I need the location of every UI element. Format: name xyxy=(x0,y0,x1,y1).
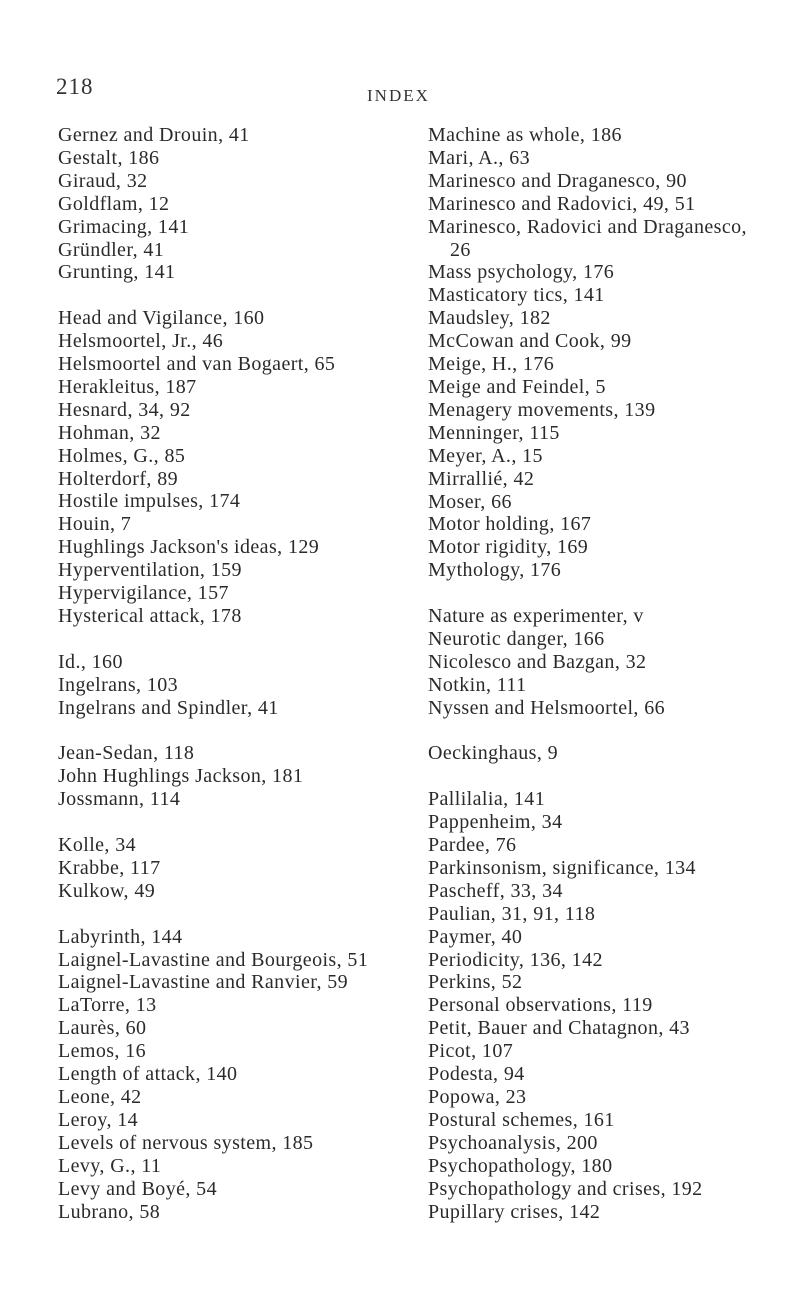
index-entry: Motor holding, 167 xyxy=(428,513,592,536)
index-entry: Meyer, A., 15 xyxy=(428,444,543,467)
index-entry: Hostile impulses, 174 xyxy=(58,490,241,513)
index-entry: Menninger, 115 xyxy=(428,421,560,444)
index-entry: Postural schemes, 161 xyxy=(428,1108,615,1131)
index-entry: Parkinsonism, significance, 134 xyxy=(428,856,696,879)
index-entry: Ingelrans and Spindler, 41 xyxy=(58,696,279,719)
index-entry: Jean-Sedan, 118 xyxy=(58,742,195,765)
index-entry: Paymer, 40 xyxy=(428,925,523,948)
index-entry: Petit, Bauer and Chatagnon, 43 xyxy=(428,1017,690,1040)
index-entry: Levy and Boyé, 54 xyxy=(58,1177,217,1200)
index-entry: Psychopathology and crises, 192 xyxy=(428,1177,703,1200)
index-entry: Grimacing, 141 xyxy=(58,215,190,238)
index-entry: Hohman, 32 xyxy=(58,421,161,444)
index-entry: Menagery movements, 139 xyxy=(428,398,656,421)
letter-group-gap xyxy=(58,284,403,307)
running-head: INDEX xyxy=(367,86,430,105)
index-entry: Kolle, 34 xyxy=(58,834,137,857)
index-entry: Machine as whole, 186 xyxy=(428,124,622,146)
index-entry: Nyssen and Helsmoortel, 66 xyxy=(428,696,666,719)
index-entry: Ingelrans, 103 xyxy=(58,673,179,696)
index-entry: Hyperventilation, 159 xyxy=(58,559,242,582)
letter-group-gap xyxy=(58,903,403,926)
index-entry: Pappenheim, 34 xyxy=(428,811,563,834)
index-entry: Nature as experimenter, v xyxy=(428,605,644,628)
index-entry: Popowa, 23 xyxy=(428,1086,527,1109)
index-entry: Marinesco and Radovici, 49, 51 xyxy=(428,192,696,215)
index-entry: Picot, 107 xyxy=(428,1040,514,1063)
index-entry: Helsmoortel, Jr., 46 xyxy=(58,330,224,353)
index-entry: Neurotic danger, 166 xyxy=(428,627,605,650)
index-entry: Mass psychology, 176 xyxy=(428,261,615,284)
page-number: 218 xyxy=(56,74,94,99)
index-entry: Nicolesco and Bazgan, 32 xyxy=(428,650,647,673)
index-entry: McCowan and Cook, 99 xyxy=(428,330,632,353)
index-entry: Meige, H., 176 xyxy=(428,353,555,376)
index-entry: Holterdorf, 89 xyxy=(58,467,179,490)
index-entry: Id., 160 xyxy=(58,650,123,673)
index-entry: Lemos, 16 xyxy=(58,1040,147,1063)
index-entry: Hughlings Jackson's ideas, 129 xyxy=(58,536,320,559)
index-entry: Pupillary crises, 142 xyxy=(428,1200,601,1223)
index-entry: Marinesco and Draganesco, 90 xyxy=(428,169,687,192)
index-entry: Oeckinghaus, 9 xyxy=(428,742,559,765)
index-entry: Krabbe, 117 xyxy=(58,856,161,879)
index-entry: Psychoanalysis, 200 xyxy=(428,1131,598,1154)
index-entry: John Hughlings Jackson, 181 xyxy=(58,765,304,788)
index-entry: Leone, 42 xyxy=(58,1085,142,1108)
index-entry: Pallilalia, 141 xyxy=(428,788,546,811)
index-entry: Holmes, G., 85 xyxy=(58,444,186,467)
index-entry: Mythology, 176 xyxy=(428,559,562,582)
index-entry: Personal observations, 119 xyxy=(428,994,653,1017)
index-entry: Psychopathology, 180 xyxy=(428,1154,613,1177)
index-entry: Hesnard, 34, 92 xyxy=(58,398,191,421)
index-entry: Kulkow, 49 xyxy=(58,879,156,902)
index-entry: Gernez and Drouin, 41 xyxy=(58,124,250,146)
index-entry: Lubrano, 58 xyxy=(58,1200,161,1223)
index-entry: Grunting, 141 xyxy=(58,261,176,284)
letter-group-gap xyxy=(428,720,773,743)
index-entry: LaTorre, 13 xyxy=(58,994,157,1017)
index-entry: Levy, G., 11 xyxy=(58,1154,162,1177)
index-entry: Masticatory tics, 141 xyxy=(428,284,605,307)
letter-group-gap xyxy=(428,582,773,605)
index-entry: Motor rigidity, 169 xyxy=(428,536,589,559)
index-entry: Length of attack, 140 xyxy=(58,1063,238,1086)
index-entry: Leroy, 14 xyxy=(58,1108,139,1131)
index-column-right xyxy=(428,124,773,1223)
index-entry: Pardee, 76 xyxy=(428,834,517,857)
index-entry: Gestalt, 186 xyxy=(58,146,160,169)
index-entry: Herakleitus, 187 xyxy=(58,375,197,398)
index-entry: Labyrinth, 144 xyxy=(58,925,183,948)
index-entry: Jossmann, 114 xyxy=(58,788,181,811)
letter-group-gap xyxy=(428,765,773,788)
index-entry: Moser, 66 xyxy=(428,490,512,513)
index-entry: Giraud, 32 xyxy=(58,169,148,192)
index-entry: Levels of nervous system, 185 xyxy=(58,1131,314,1154)
index-entry: Laignel-Lavastine and Bourgeois, 51 xyxy=(58,948,369,971)
index-entry: Paulian, 31, 91, 118 xyxy=(428,902,596,925)
index-entry: 26 xyxy=(450,238,471,261)
index-entry: Laignel-Lavastine and Ranvier, 59 xyxy=(58,971,349,994)
index-entry: Pascheff, 33, 34 xyxy=(428,879,563,902)
index-entry: Notkin, 111 xyxy=(428,673,527,696)
letter-group-gap xyxy=(58,720,403,743)
index-entry: Helsmoortel and van Bogaert, 65 xyxy=(58,353,336,376)
index-entry: Houin, 7 xyxy=(58,513,132,536)
index-column-left xyxy=(58,124,403,1223)
index-entry: Hypervigilance, 157 xyxy=(58,582,229,605)
index-entry: Gründler, 41 xyxy=(58,238,165,261)
letter-group-gap xyxy=(58,811,403,834)
index-entry: Marinesco, Radovici and Draganesco, xyxy=(428,215,747,238)
index-entry: Periodicity, 136, 142 xyxy=(428,948,603,971)
index-entry: Podesta, 94 xyxy=(428,1063,525,1086)
index-entry: Mirrallié, 42 xyxy=(428,467,535,490)
index-entry: Perkins, 52 xyxy=(428,971,523,994)
index-entry: Laurès, 60 xyxy=(58,1017,147,1040)
letter-group-gap xyxy=(58,628,403,651)
index-entry: Meige and Feindel, 5 xyxy=(428,375,606,398)
index-entry: Maudsley, 182 xyxy=(428,307,551,330)
index-entry: Goldflam, 12 xyxy=(58,192,170,215)
index-entry: Mari, A., 63 xyxy=(428,146,531,169)
index-entry: Hysterical attack, 178 xyxy=(58,605,242,628)
index-entry: Head and Vigilance, 160 xyxy=(58,307,265,330)
